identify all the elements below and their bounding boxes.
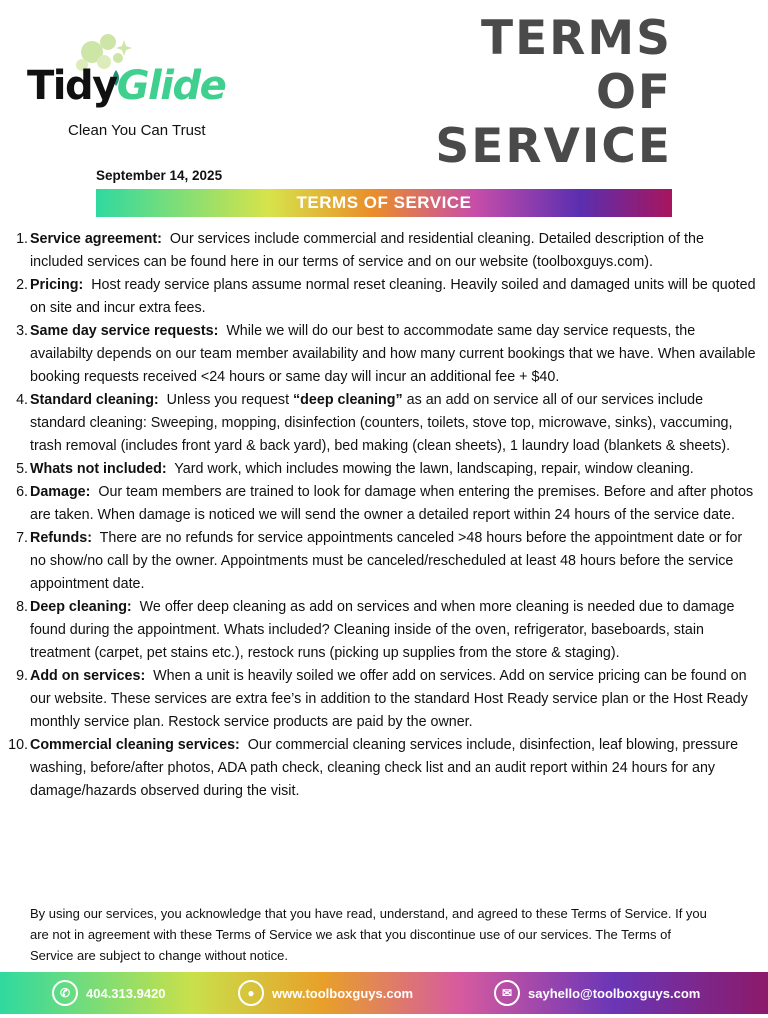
page-title — [392, 12, 672, 174]
term-number: 3. — [16, 323, 28, 339]
email-link: sayhello@toolboxguys.com — [528, 985, 701, 1001]
title-line: TERMS — [481, 11, 672, 66]
term-title: Pricing: — [30, 277, 84, 293]
term-item — [0, 734, 768, 803]
website-link: www.toolboxguys.com — [272, 985, 414, 1001]
term-text: as an add on service all of our services include standard cleaning: Sweeping, mopping, disinfection (counters, toilets, stove top, microwave, sinks), vaccuming, trash removal (includes front yard & back yard), bed making (clean sheets), 1 laundry load (blankets & sheets). — [30, 392, 733, 454]
footer-website[interactable] — [238, 979, 413, 1007]
term-number: 6. — [16, 484, 28, 500]
term-item — [0, 228, 768, 274]
footer-email[interactable] — [494, 979, 700, 1007]
term-text-before: Unless you request — [166, 392, 290, 408]
term-number: 9. — [16, 668, 28, 684]
term-text: Yard work, which includes mowing the lawn, landscaping, repair, window cleaning. — [174, 461, 694, 477]
closing-statement: By using our services, you acknowledge that you have read, understand, and agreed to these Terms of Service. If you are not in agreement with these Terms of Service we ask that you discontinue use of our services. The Terms of Service are subject to change without notice. — [30, 906, 707, 963]
term-number: 1. — [16, 231, 28, 247]
term-title: Standard cleaning: — [30, 392, 159, 408]
footer-bar — [0, 972, 768, 1014]
term-item — [0, 458, 768, 481]
term-number: 2. — [16, 277, 28, 293]
term-number: 7. — [16, 530, 28, 546]
terms-list — [0, 228, 768, 803]
term-item — [0, 389, 768, 458]
term-text: When a unit is heavily soiled we offer add on services. Add on service pricing can be found on our website. These services are extra fee’s in addition to the standard Host Ready service plan or the Host Ready monthly service plan. Restock service products are paid by the owner. — [30, 668, 748, 730]
term-item — [0, 527, 768, 596]
term-item — [0, 665, 768, 734]
term-text: Host ready service plans assume normal reset cleaning. Heavily soiled and damaged units will be quoted on site and incur extra fees. — [30, 277, 756, 316]
term-title: Whats not included: — [30, 461, 167, 477]
term-text: Our services include commercial and residential cleaning. Detailed description of the included services can be found here in our terms of service and on our website (toolboxguys.com). — [30, 231, 704, 270]
term-number: 8. — [16, 599, 28, 615]
tagline: Clean You Can Trust — [68, 122, 206, 139]
logo — [24, 30, 264, 145]
phone-number: 404.313.9420 — [86, 985, 166, 1001]
term-number: 10. — [8, 737, 28, 753]
term-title: Add on services: — [30, 668, 146, 684]
term-item — [0, 320, 768, 389]
term-text: There are no refunds for service appointments canceled >48 hours before the appointment date or for no show/no call by the owner. Appointments must be canceled/rescheduled at least 48 hours before the service appointment date. — [30, 530, 743, 592]
term-number: 5. — [16, 461, 28, 477]
globe-icon: ● — [238, 980, 264, 1006]
term-item — [0, 274, 768, 320]
term-title: Damage: — [30, 484, 91, 500]
term-title: Same day service requests: — [30, 323, 219, 339]
term-number: 4. — [16, 392, 28, 408]
term-item — [0, 481, 768, 527]
section-banner: TERMS OF SERVICE — [96, 189, 672, 217]
term-text: We offer deep cleaning as add on services and when more cleaning is needed due to damage found during the appointment. Whats included? Cleaning inside of the oven, refrigerator, baseboards, stain treatment (carpet, pet stains etc.), restock runs (picking up supplies from the store & staging). — [30, 599, 735, 661]
term-text: While we will do our best to accommodate same day service requests, the availabilty depends on our team member availability and how many current bookings that we have. When available booking requests received <24 hours or same day will incur an additional fee + $40. — [30, 323, 756, 385]
envelope-icon: ✉ — [494, 980, 520, 1006]
footer-phone[interactable] — [52, 979, 166, 1007]
phone-icon: ✆ — [52, 980, 78, 1006]
title-line: OF — [595, 65, 672, 120]
term-title: Refunds: — [30, 530, 92, 546]
document-date: September 14, 2025 — [96, 168, 223, 183]
term-title: Service agreement: — [30, 231, 162, 247]
term-item — [0, 596, 768, 665]
term-title: Commercial cleaning services: — [30, 737, 240, 753]
term-text: Our commercial cleaning services include, disinfection, leaf blowing, pressure washing, before/after photos, ADA path check, cleaning check list and an audit report within 24 hours for any damage/hazards observed during the visit. — [30, 737, 739, 799]
title-line: SERVICE — [435, 119, 672, 174]
term-text: Our team members are trained to look for damage when entering the premises. Before and after photos are taken. When damage is noticed we will send the owner a detailed report within 24 hours of the service date. — [30, 484, 754, 523]
term-title: Deep cleaning: — [30, 599, 132, 615]
brand-name: TidyGlide — [27, 63, 226, 109]
term-highlight: “deep cleaning” — [293, 392, 403, 408]
